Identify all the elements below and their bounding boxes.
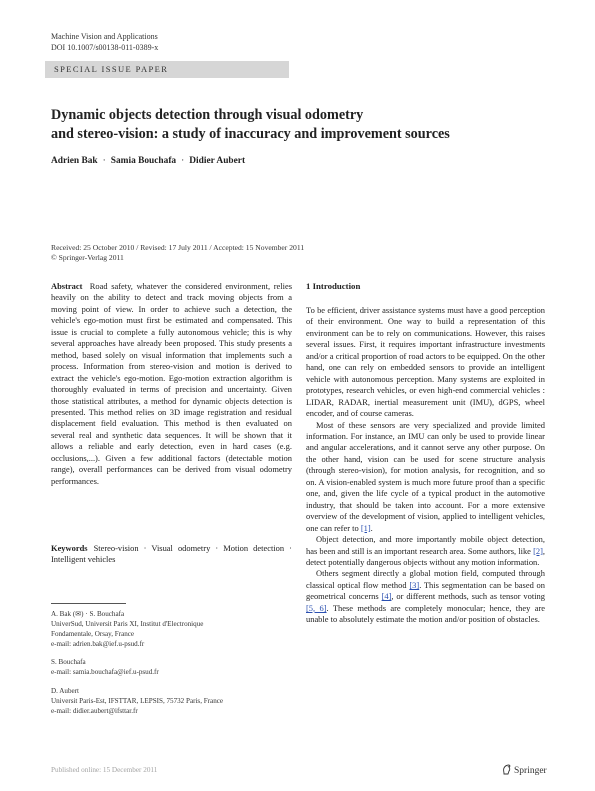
- affiliation-line: Fondamentale, Orsay, France: [51, 630, 135, 638]
- publisher-name: Springer: [514, 766, 547, 776]
- affiliation-line: S. Bouchafa: [51, 658, 86, 666]
- affiliation-email: e-mail: didier.aubert@ifsttar.fr: [51, 707, 138, 715]
- author-name: Samia Bouchafa: [110, 156, 177, 166]
- journal-name: Machine Vision and Applications: [51, 32, 158, 41]
- affiliation-email: e-mail: samia.bouchafa@ief.u-psud.fr: [51, 668, 159, 676]
- section-heading: 1 Introduction: [306, 281, 361, 291]
- publication-history: [51, 243, 304, 263]
- keywords-heading: Keywords: [51, 543, 88, 553]
- affiliation-email: e-mail: adrien.bak@ief.u-psud.fr: [51, 640, 145, 648]
- citation-link[interactable]: [1]: [360, 522, 371, 533]
- author-name: Didier Aubert: [189, 156, 246, 166]
- springer-horse-icon: [502, 764, 512, 775]
- introduction-body: [306, 305, 545, 626]
- paper-title: [51, 106, 551, 144]
- intro-paragraph: Others segment directly a global motion field, computed through classical optical flow method [3]. This segmentation can be based on geometrical concerns [4], or different methods, such as tensor voting [5, 6]. These methods are completely monocular; hence, they are unable to absolutely estimate the motion and/or position of obstacles.: [306, 568, 546, 625]
- intro-paragraph: Most of these sensors are very specialized and provide limited information. For instance, an IMU can only be used to provide linear and angular accelerations, and it cannot serve any other purpose. On the other hand, vision can be used for scene structure analysis (through stereo-vision), for motion analysis, for recognition, and so on. A vision-enabled system is much more future proof than a specific one, and, given the life cycle of a typical product in the automotive industry, that should be taken into account. For a more extensive overview of the development of vision, applied to intelligent vehicles, one can refer to [1].: [306, 419, 545, 533]
- title-line-2: and stereo-vision: a study of inaccuracy and improvement sources: [51, 126, 450, 142]
- copyright-line: © Springer-Verlag 2011: [51, 253, 124, 262]
- affiliation-block: [51, 609, 292, 649]
- doi: DOI 10.1007/s00138-011-0389-x: [51, 43, 159, 52]
- affiliation-line: A. Bak (✉) · S. Bouchafa: [51, 610, 125, 618]
- intro-paragraph: Object detection, and more importantly mobile object detection, has been and still is an important research area. Some authors, like [2], detect potentially dangerous objects without any motion information.: [306, 534, 546, 567]
- affiliation-block: [51, 657, 292, 677]
- author-separator: ·: [181, 156, 185, 166]
- author-name: Adrien Bak: [51, 156, 98, 166]
- title-line-1: Dynamic objects detection through visual odometry: [51, 107, 364, 123]
- citation-link[interactable]: [5, 6]: [306, 602, 327, 613]
- intro-paragraph: To be efficient, driver assistance systems must have a good perception of their environment. One way to build a representation of this environment can be to rely on communications. However, this raises several issues. First, it requires important infrastructure investments and/or a critical proportion of road actors to be equipped. On the other hand, one can rely on embedded sensors to provide an intelligent vehicle with autonomous perception. Many systems are exploited in prototypes, research vehicles, or even high-end commercial vehicles : LIDAR, RADAR, inertial measurement unit (IMU), dGPS, wheel encoder, and of course cameras.: [306, 305, 545, 419]
- affiliation-line: Universit Paris-Est, IFSTTAR, LEPSIS, 75732 Paris, France: [51, 697, 224, 705]
- citation-link[interactable]: [3]: [409, 579, 420, 590]
- published-online-note: Published online: 15 December 2011: [51, 766, 158, 774]
- journal-header: [51, 31, 158, 53]
- affiliation-line: D. Aubert: [51, 687, 79, 695]
- affiliation-block: [51, 686, 292, 716]
- footnote-rule: [51, 603, 126, 604]
- publisher-logo: [502, 764, 547, 776]
- author-list: [51, 156, 245, 166]
- history-dates: Received: 25 October 2010 / Revised: 17 July 2011 / Accepted: 15 November 2011: [51, 243, 305, 252]
- article-type-banner: [45, 61, 289, 78]
- abstract-text: Road safety, whatever the considered environment, relies heavily on the ability to detect and track moving objects from a moving point of view. In order to achieve such a detection, the vehicle's ego-motion must first be estimated and compensated. This issue is crucial to complete a fully autonomous vehicle; this is why several approaches have already been proposed. This study presents a method, based solely on visual information that implements such a process. Information from stereo-vision and motion is derived to extract the vehicle's ego-motion. Ego-motion extraction algorithm is thoroughly evaluated in terms of precision and uncertainty. Given those statistical attributes, a method for dynamic objects detection is presented. This method relies on 3D image registration and residual displacement field evaluation. This method is then evaluated on several real and synthetic data sequences. It will be shown that it allows a reliable and early detection, even in hard cases (e.g. occlusions,...). Given a few additional factors (detectable motion range), overall performances can be derived from visual odometry performances.: [51, 281, 293, 486]
- article-type-label: SPECIAL ISSUE PAPER: [54, 64, 169, 74]
- affiliation-line: UniverSud, Universit Paris XI, Institut d'Electronique: [51, 620, 204, 628]
- author-separator: ·: [102, 156, 106, 166]
- citation-link[interactable]: [2]: [533, 545, 543, 556]
- citation-link[interactable]: [4]: [381, 591, 392, 602]
- abstract-section: [51, 281, 292, 487]
- abstract-heading: Abstract: [51, 281, 83, 291]
- keywords-text: Stereo-vision · Visual odometry · Motion detection · Intelligent vehicles: [51, 543, 292, 565]
- keywords-section: [51, 543, 292, 566]
